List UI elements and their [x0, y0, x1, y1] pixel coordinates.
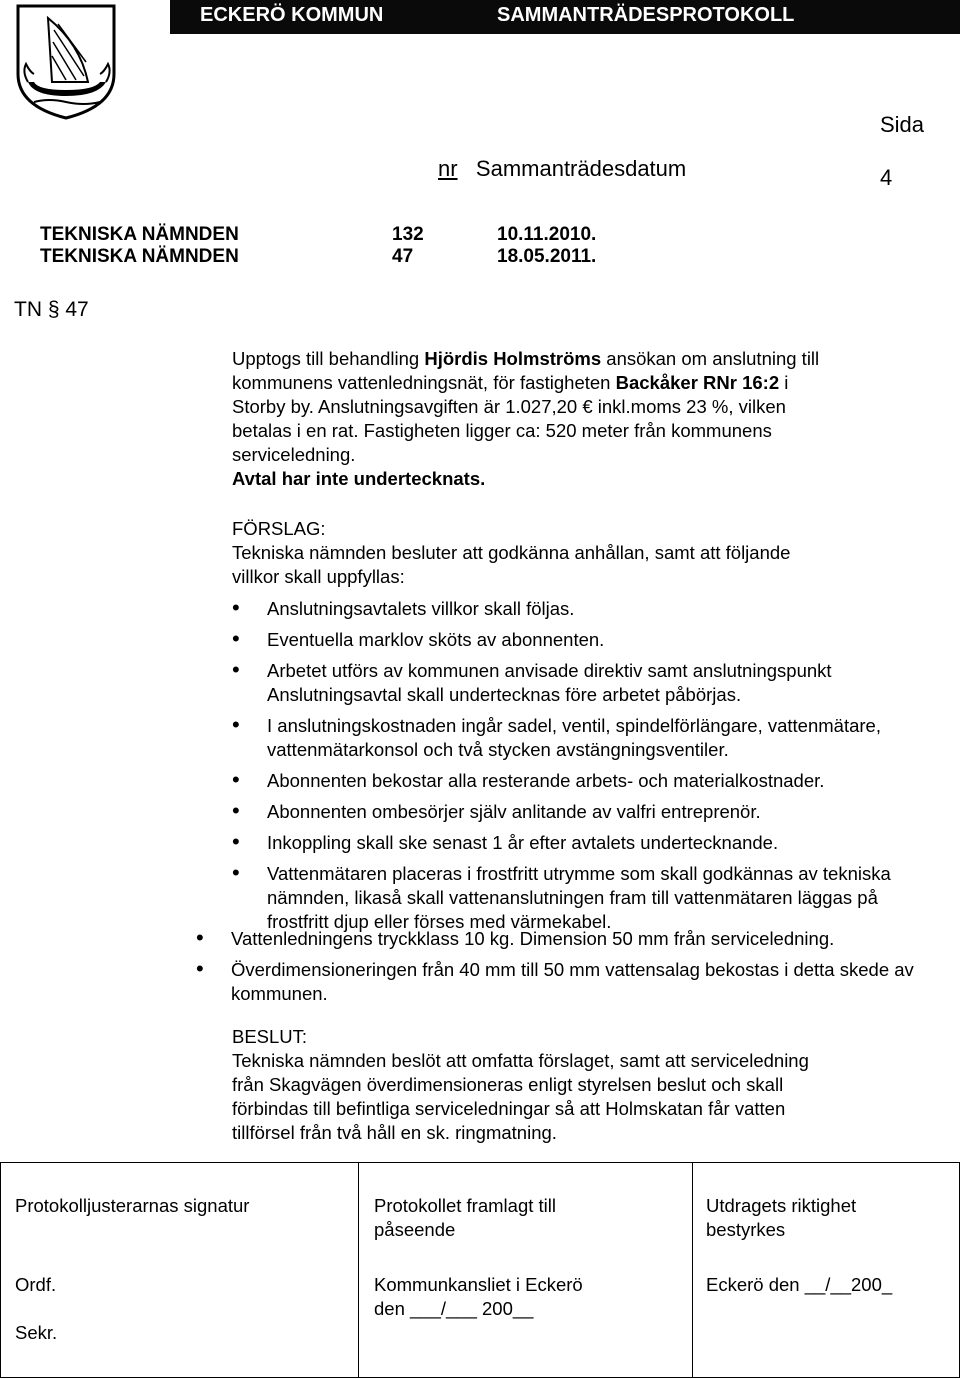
- meeting-nr: 47: [392, 246, 414, 267]
- divider: [692, 1163, 693, 1377]
- meeting-date: 18.05.2011.: [497, 246, 597, 267]
- intro-text: i: [779, 372, 789, 393]
- chairman-label: Ordf.: [15, 1274, 57, 1295]
- intro-status: Avtal har inte undertecknats.: [232, 468, 486, 489]
- intro-text: ansökan om anslutning till: [601, 348, 820, 369]
- meeting-nr: 132: [392, 224, 424, 245]
- intro-text: betalas i en rat. Fastigheten ligger ca: 520 meter från kommunens: [232, 420, 772, 441]
- intro-text: kommunens vattenledningsnät, för fastigheten: [232, 372, 616, 393]
- meeting-body: TEKNISKA NÄMNDEN: [40, 246, 239, 267]
- municipality-logo: [14, 2, 118, 120]
- certification-title: [706, 1194, 856, 1242]
- posting-place: [374, 1273, 583, 1321]
- section-sign: §: [47, 298, 60, 321]
- posting-date: den ___/___ 200__: [374, 1298, 534, 1319]
- document-type: SAMMANTRÄDESPROTOKOLL: [497, 4, 795, 26]
- nr-label: nr: [438, 156, 458, 181]
- posting-place-line: Kommunkansliet i Eckerö: [374, 1274, 583, 1295]
- section-heading: [14, 298, 89, 322]
- list-item: • Vattenledningens tryckklass 10 kg. Dimension 50 mm från serviceledning.: [196, 927, 936, 951]
- intro-text: Upptogs till behandling: [232, 348, 425, 369]
- applicant-name: Hjördis Holmströms: [424, 348, 602, 369]
- certification-date: Eckerö den __/__200_: [706, 1274, 893, 1295]
- list-item: • Vattenmätaren placeras i frostfritt utrymme som skall godkännas av tekniska nämnden, likaså skall vattenanslutningen fram till vattenmätaren läggas på frostfritt djup eller förses med värmekabel.: [232, 862, 932, 934]
- list-item: • Abonnenten bekostar alla resterande arbets- och materialkostnader.: [232, 769, 932, 793]
- date-label: Sammanträdesdatum: [475, 156, 687, 181]
- outer-conditions: [196, 927, 936, 1013]
- decision-text: tillförsel från två håll en sk. ringmatning.: [232, 1122, 557, 1143]
- proposal-text: Tekniska nämnden besluter att godkänna anhållan, samt att följande: [232, 542, 791, 563]
- posting-title: [374, 1194, 556, 1242]
- conditions-list: [232, 597, 932, 934]
- divider: [358, 1163, 359, 1377]
- meeting-body: TEKNISKA NÄMNDEN: [40, 224, 239, 245]
- list-item: • Överdimensioneringen från 40 mm till 50 mm vattensalag bekostas i detta skede av kommunen.: [196, 958, 936, 1006]
- decision-text: Tekniska nämnden beslöt att omfatta förslaget, samt att serviceledning: [232, 1050, 809, 1071]
- certification-title-line: bestyrkes: [706, 1219, 786, 1240]
- page-label: Sida: [880, 112, 925, 137]
- list-item: • Abonnenten ombesörjer själv anlitande av valfri entreprenör.: [232, 800, 932, 824]
- certification-title-line: Utdragets riktighet: [706, 1195, 857, 1216]
- proposal-section: [232, 517, 932, 941]
- proposal-text: villkor skall uppfyllas:: [232, 566, 405, 587]
- outer-conditions-list: [196, 927, 936, 1006]
- property-id: Backåker RNr 16:2: [615, 372, 780, 393]
- list-item: • I anslutningskostnaden ingår sadel, ventil, spindelförlängare, vattenmätare, vattenmätarkonsol och två stycken avstängningsventiler.: [232, 714, 932, 762]
- page-number: 4: [880, 165, 893, 190]
- section-prefix: TN: [14, 298, 42, 321]
- posting-title-line: påseende: [374, 1219, 456, 1240]
- list-item: • Eventuella marklov sköts av abonnenten.: [232, 628, 932, 652]
- intro-paragraph: [232, 347, 932, 491]
- secretary-label: Sekr.: [15, 1322, 58, 1343]
- decision-section: [232, 1025, 932, 1145]
- intro-text: Storby by. Anslutningsavgiften är 1.027,20 € inkl.moms 23 %, vilken: [232, 396, 786, 417]
- decision-heading: BESLUT:: [232, 1026, 308, 1047]
- decision-text: förbindas till befintliga serviceledningar så att Holmskatan får vatten: [232, 1098, 786, 1119]
- column-headers: [438, 156, 686, 182]
- signature-title: Protokolljusterarnas signatur: [15, 1195, 250, 1216]
- posting-title-line: Protokollet framlagt till: [374, 1195, 556, 1216]
- intro-text: serviceledning.: [232, 444, 356, 465]
- meeting-date: 10.11.2010.: [497, 224, 597, 245]
- list-item: • Anslutningsavtalets villkor skall följas.: [232, 597, 932, 621]
- municipality-name: ECKERÖ KOMMUN: [200, 4, 384, 26]
- signature-table: [0, 1162, 960, 1378]
- decision-text: från Skagvägen överdimensioneras enligt styrelsen beslut och skall: [232, 1074, 784, 1095]
- proposal-heading: FÖRSLAG:: [232, 518, 326, 539]
- list-item: • Inkoppling skall ske senast 1 år efter avtalets undertecknande.: [232, 831, 932, 855]
- section-number: 47: [65, 298, 89, 321]
- list-item: • Arbetet utförs av kommunen anvisade direktiv samt anslutningspunkt Anslutningsavtal skall undertecknas före arbetet påbörjas.: [232, 659, 932, 707]
